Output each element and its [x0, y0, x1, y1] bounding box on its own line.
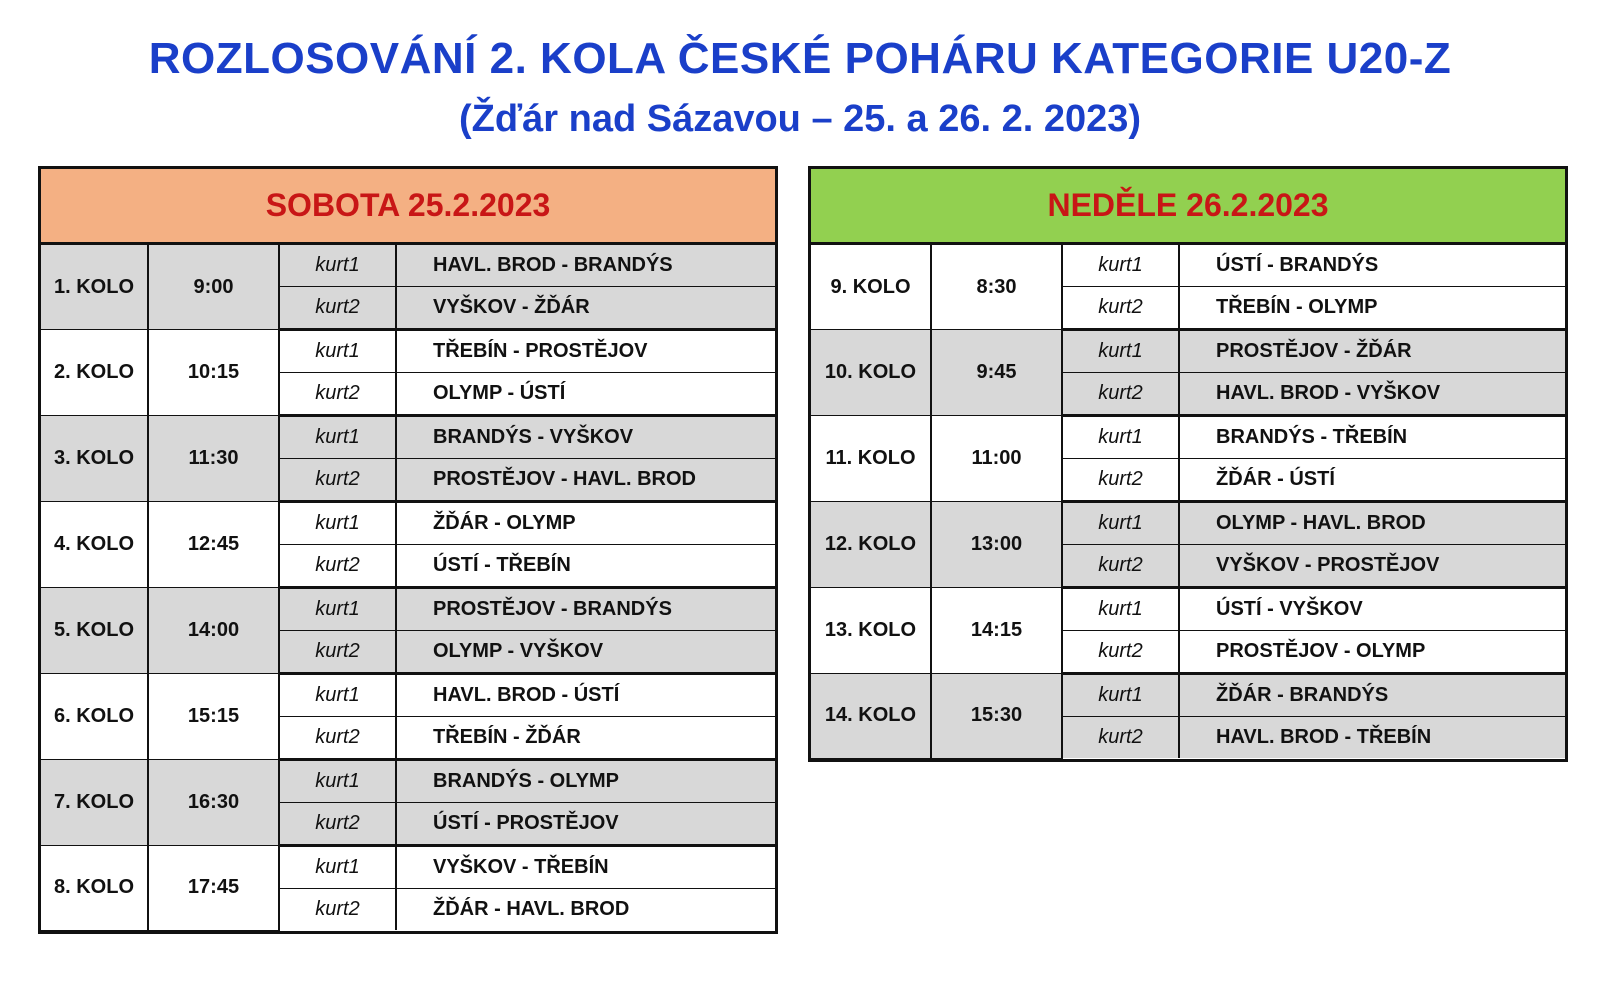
round-label: 11. KOLO	[811, 416, 931, 502]
round-label: 1. KOLO	[41, 245, 148, 330]
table-row	[811, 588, 1565, 631]
round-label: 7. KOLO	[41, 760, 148, 846]
round-label: 14. KOLO	[811, 674, 931, 759]
day-header-sunday: NEDĚLE 26.2.2023	[811, 169, 1565, 245]
court-label: kurt2	[279, 287, 396, 330]
court-label: kurt2	[279, 717, 396, 760]
match-pairing: ŽĎÁR - HAVL. BROD	[433, 898, 630, 920]
court-label: kurt2	[279, 373, 396, 416]
page-subtitle: (Žďár nad Sázavou – 25. a 26. 2. 2023)	[458, 98, 1142, 140]
round-label: 5. KOLO	[41, 588, 148, 674]
court-label: kurt1	[279, 588, 396, 631]
match-pairing: ÚSTÍ - TŘEBÍN	[396, 545, 775, 588]
match-pairing: BRANDÝS - OLYMP	[396, 760, 775, 803]
court-label: kurt2	[279, 459, 396, 502]
court-label: kurt1	[1062, 502, 1179, 545]
round-time: 13:00	[931, 502, 1062, 588]
match-pairing: ÚSTÍ - BRANDÝS	[1179, 245, 1565, 287]
sunday-schedule	[808, 166, 1568, 762]
court-label: kurt1	[279, 846, 396, 889]
table-row	[41, 502, 775, 545]
round-time: 12:45	[148, 502, 279, 588]
court-label: kurt1	[1062, 330, 1179, 373]
match-pairing: PROSTĚJOV - BRANDÝS	[396, 588, 775, 631]
round-label: 10. KOLO	[811, 330, 931, 416]
round-time: 9:00	[148, 245, 279, 330]
schedule-table-sunday	[811, 245, 1565, 759]
court-label: kurt2	[1062, 631, 1179, 674]
table-row	[811, 416, 1565, 459]
court-label: kurt1	[279, 245, 396, 287]
match-pairing: VYŠKOV - PROSTĚJOV	[1179, 545, 1565, 588]
match-pairing: VYŠKOV - ŽĎÁR	[396, 287, 775, 330]
table-row	[41, 588, 775, 631]
match-pairing: ÚSTÍ - PROSTĚJOV	[396, 803, 775, 846]
round-time: 15:15	[148, 674, 279, 760]
table-row	[811, 674, 1565, 717]
match-pairing: BRANDÝS - TŘEBÍN	[1179, 416, 1565, 459]
match-pairing: ŽĎÁR - BRANDÝS	[1179, 674, 1565, 717]
match-pairing: ŽĎÁR - ÚSTÍ	[1179, 459, 1565, 502]
round-label: 8. KOLO	[41, 846, 148, 931]
round-label: 9. KOLO	[811, 245, 931, 330]
round-time: 9:45	[931, 330, 1062, 416]
day-header-saturday: SOBOTA 25.2.2023	[41, 169, 775, 245]
court-label: kurt1	[279, 502, 396, 545]
match-pairing: TŘEBÍN - OLYMP	[1179, 287, 1565, 330]
match-pairing: VYŠKOV - TŘEBÍN	[396, 846, 775, 889]
court-label: kurt2	[1062, 373, 1179, 416]
table-row	[41, 245, 775, 287]
round-label: 2. KOLO	[41, 330, 148, 416]
court-label: kurt1	[279, 416, 396, 459]
round-label: 6. KOLO	[41, 674, 148, 760]
round-label: 3. KOLO	[41, 416, 148, 502]
round-time: 14:15	[931, 588, 1062, 674]
round-time: 8:30	[931, 245, 1062, 330]
page-title: ROZLOSOVÁNÍ 2. KOLA ČESKÉ POHÁRU KATEGORIE U20-Z	[148, 34, 1452, 83]
schedule-table-saturday	[41, 245, 775, 931]
court-label: kurt1	[1062, 416, 1179, 459]
court-label: kurt2	[1062, 545, 1179, 588]
court-label: kurt1	[1062, 588, 1179, 631]
match-pairing: OLYMP - VYŠKOV	[396, 631, 775, 674]
round-label: 4. KOLO	[41, 502, 148, 588]
court-label: kurt2	[279, 631, 396, 674]
match-pairing: ÚSTÍ - VYŠKOV	[1179, 588, 1565, 631]
court-label: kurt2	[1062, 717, 1179, 759]
round-time: 17:45	[148, 846, 279, 931]
match-pairing: HAVL. BROD - TŘEBÍN	[1179, 717, 1565, 759]
saturday-schedule	[38, 166, 778, 934]
match-pairing: TŘEBÍN - ŽĎÁR	[396, 717, 775, 760]
match-pairing: PROSTĚJOV - OLYMP	[1179, 631, 1565, 674]
court-label: kurt2	[279, 889, 396, 931]
court-label: kurt2	[279, 803, 396, 846]
match-pairing: ŽĎÁR - OLYMP	[396, 502, 775, 545]
match-pairing: HAVL. BROD - BRANDÝS	[396, 245, 775, 287]
round-time: 16:30	[148, 760, 279, 846]
court-label: kurt1	[1062, 674, 1179, 717]
table-row	[811, 502, 1565, 545]
table-row	[41, 760, 775, 803]
table-row	[811, 245, 1565, 287]
round-time: 14:00	[148, 588, 279, 674]
court-label: kurt1	[279, 760, 396, 803]
match-pairing: PROSTĚJOV - HAVL. BROD	[396, 459, 775, 502]
table-row	[41, 674, 775, 717]
match-pairing: BRANDÝS - VYŠKOV	[396, 416, 775, 459]
round-time: 10:15	[148, 330, 279, 416]
match-pairing: HAVL. BROD - VYŠKOV	[1179, 373, 1565, 416]
court-label: kurt2	[1062, 459, 1179, 502]
table-row	[41, 846, 775, 889]
court-label: kurt1	[279, 330, 396, 373]
court-label: kurt1	[1062, 245, 1179, 287]
court-label: kurt2	[1062, 287, 1179, 330]
match-pairing: OLYMP - HAVL. BROD	[1179, 502, 1565, 545]
table-row	[811, 330, 1565, 373]
match-pairing: OLYMP - ÚSTÍ	[396, 373, 775, 416]
round-time: 11:30	[148, 416, 279, 502]
match-pairing: PROSTĚJOV - ŽĎÁR	[1179, 330, 1565, 373]
match-pairing: HAVL. BROD - ÚSTÍ	[396, 674, 775, 717]
court-label: kurt1	[279, 674, 396, 717]
round-time: 15:30	[931, 674, 1062, 759]
round-label: 13. KOLO	[811, 588, 931, 674]
round-label: 12. KOLO	[811, 502, 931, 588]
match-pairing: TŘEBÍN - PROSTĚJOV	[396, 330, 775, 373]
round-time: 11:00	[931, 416, 1062, 502]
table-row	[41, 330, 775, 373]
table-row	[41, 416, 775, 459]
court-label: kurt2	[279, 545, 396, 588]
